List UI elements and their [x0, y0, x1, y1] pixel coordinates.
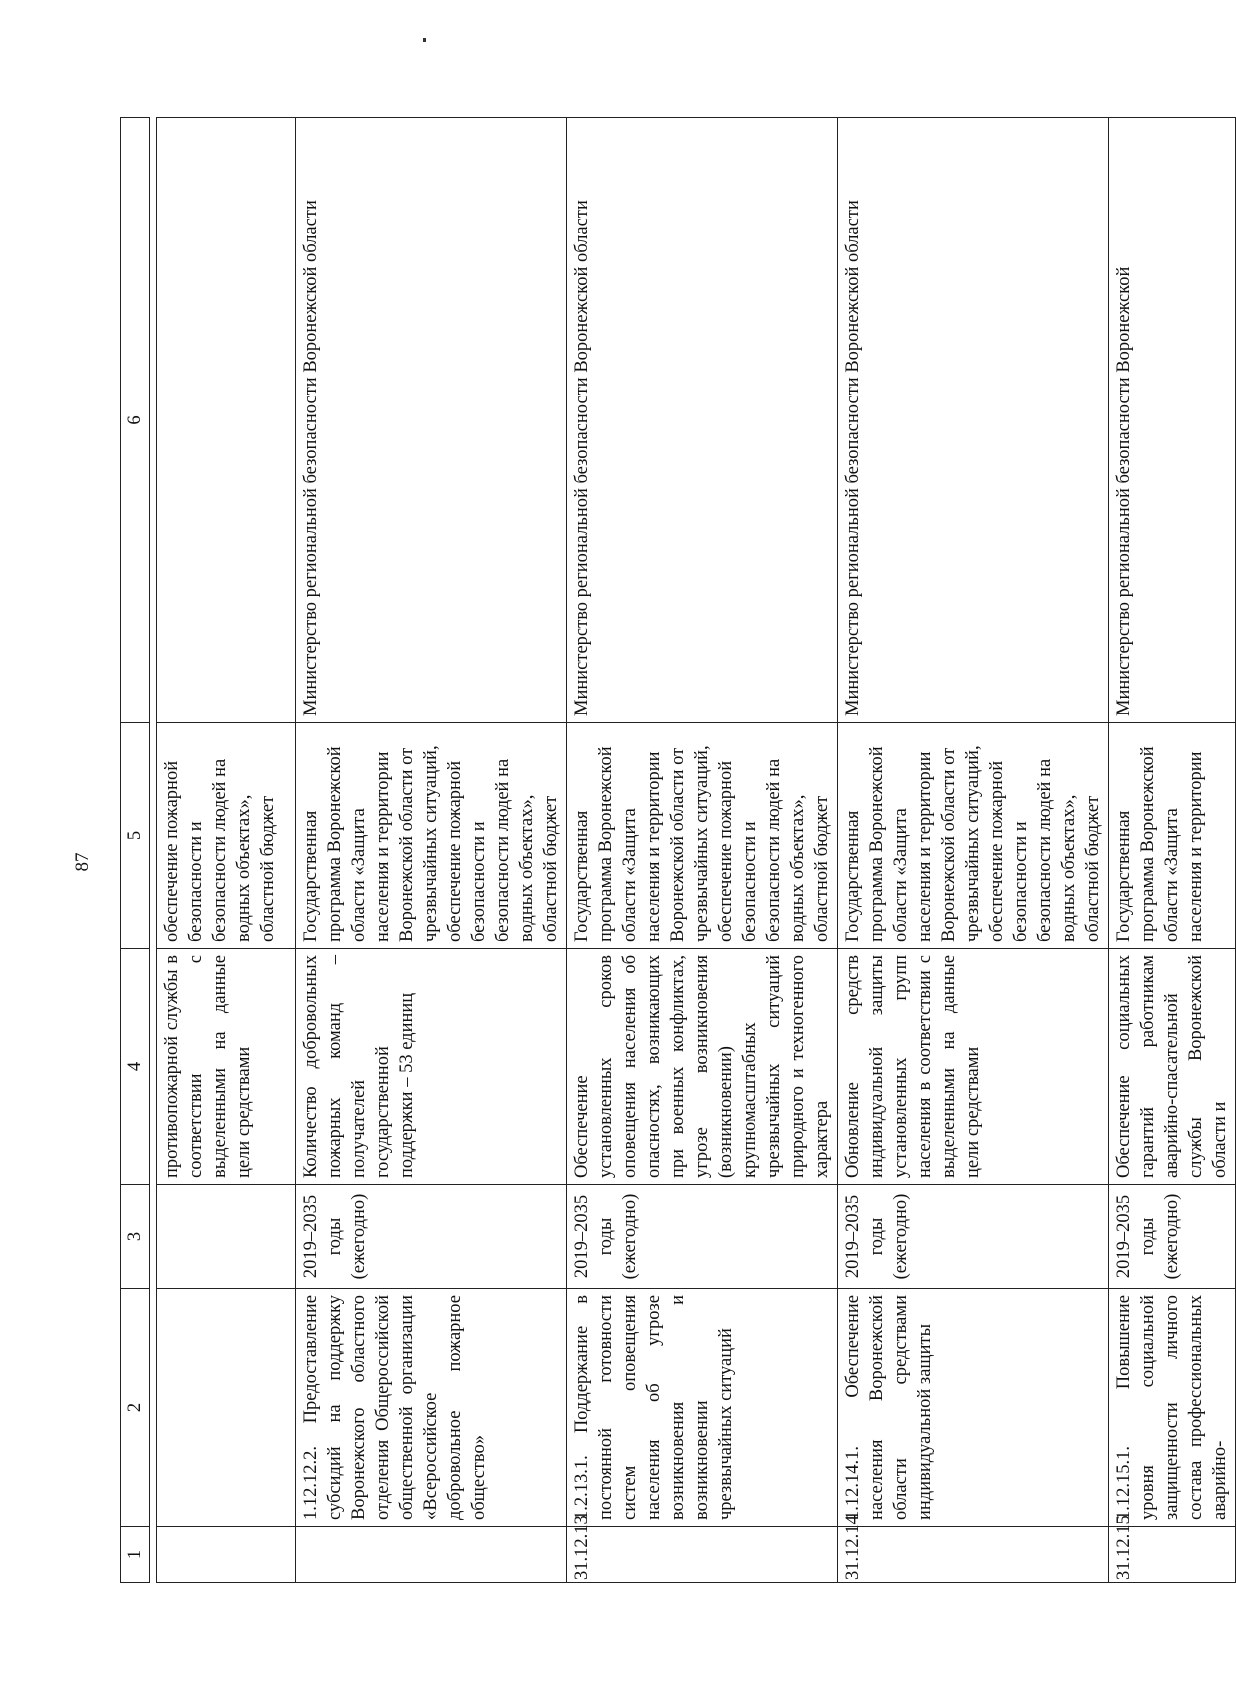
- scan-speck: [423, 38, 426, 42]
- executor-cell: Министерство региональной безопасности Воронежской: [1109, 118, 1236, 723]
- header-cell-4: 4: [121, 949, 150, 1185]
- table-row: [838, 118, 1109, 1583]
- measure-cell: [157, 1289, 296, 1527]
- page-number: 87: [72, 852, 93, 872]
- table-row: [157, 118, 296, 1583]
- table-row: [296, 118, 567, 1583]
- row-number-cell: 31.12.15: [1109, 1527, 1236, 1583]
- measures-table: [120, 117, 1236, 1583]
- measure-cell: 1.2.13.1. Поддержание в постоянной готовности систем оповещения населения об угрозе возникновения и возникновении чрезвычайных ситуаций: [567, 1289, 838, 1527]
- program-cell: Государственная программа Воронежской области «Защита населения и территории Воронежской области от чрезвычайных ситуаций, обеспечение пожарной безопасности и безопасности людей на водных объектах», областной бюджет: [296, 723, 567, 949]
- table-row: [1109, 118, 1236, 1583]
- row-number-cell: 31.12.14: [838, 1527, 1109, 1583]
- header-cell-6: 6: [121, 118, 150, 723]
- header-cell-3: 3: [121, 1185, 150, 1289]
- measure-cell: 1.12.12.2. Предоставление субсидий на поддержку Воронежского областного отделения Общероссийской общественной организации «Всероссийское добровольное пожарное общество»: [296, 1289, 567, 1527]
- executor-cell: Министерство региональной безопасности Воронежской области: [296, 118, 567, 723]
- table-row: [567, 118, 838, 1583]
- period-cell: 2019–2035 годы (ежегодно): [296, 1185, 567, 1289]
- header-cell-1: 1: [121, 1527, 150, 1583]
- measure-cell: 1.12.14.1. Обеспечение населения Воронежской области средствами индивидуальной защиты: [838, 1289, 1109, 1527]
- result-cell: Обеспечение социальных гарантий работникам аварийно-спасательной службы Воронежской области и: [1109, 949, 1236, 1185]
- period-cell: 2019–2035 годы (ежегодно): [567, 1185, 838, 1289]
- executor-cell: Министерство региональной безопасности Воронежской области: [838, 118, 1109, 723]
- period-cell: [157, 1185, 296, 1289]
- row-number-cell: [296, 1527, 567, 1583]
- program-cell: Государственная программа Воронежской области «Защита населения и территории Воронежской области от чрезвычайных ситуаций, обеспечение пожарной безопасности и безопасности людей на водных объектах», областной бюджет: [838, 723, 1109, 949]
- result-cell: Обеспечение установленных сроков оповещения населения об опасностях, возникающих при военных конфликтах, угрозе возникновения (возникновении) крупномасштабных чрезвычайных ситуаций природного и техногенного характера: [567, 949, 838, 1185]
- rotated-table-page: [120, 118, 1230, 1583]
- program-cell: Государственная программа Воронежской области «Защита населения и территории: [1109, 723, 1236, 949]
- executor-cell: Министерство региональной безопасности Воронежской области: [567, 118, 838, 723]
- result-cell: Количество добровольных пожарных команд – получателей государственной поддержки – 53 единиц: [296, 949, 567, 1185]
- header-cell-5: 5: [121, 723, 150, 949]
- measure-cell: 1.12.15.1. Повышение уровня социальной защищенности личного состава профессиональных аварийно-: [1109, 1289, 1236, 1527]
- header-row: [121, 118, 150, 1583]
- header-cell-2: 2: [121, 1289, 150, 1527]
- program-cell: обеспечение пожарной безопасности и безопасности людей на водных объектах», областной бюджет: [157, 723, 296, 949]
- result-cell: Обновление средств индивидуальной защиты установленных групп населения в соответствии с выделенными на данные цели средствами: [838, 949, 1109, 1185]
- row-number-cell: 31.12.13: [567, 1527, 838, 1583]
- result-cell: противопожарной службы в соответствии с выделенными на данные цели средствами: [157, 949, 296, 1185]
- header-gap: [150, 118, 157, 1583]
- period-cell: 2019–2035 годы (ежегодно): [838, 1185, 1109, 1289]
- executor-cell: [157, 118, 296, 723]
- period-cell: 2019–2035 годы (ежегодно): [1109, 1185, 1236, 1289]
- program-cell: Государственная программа Воронежской области «Защита населения и территории Воронежской области от чрезвычайных ситуаций, обеспечение пожарной безопасности и безопасности людей на водных объектах», областной бюджет: [567, 723, 838, 949]
- row-number-cell: [157, 1527, 296, 1583]
